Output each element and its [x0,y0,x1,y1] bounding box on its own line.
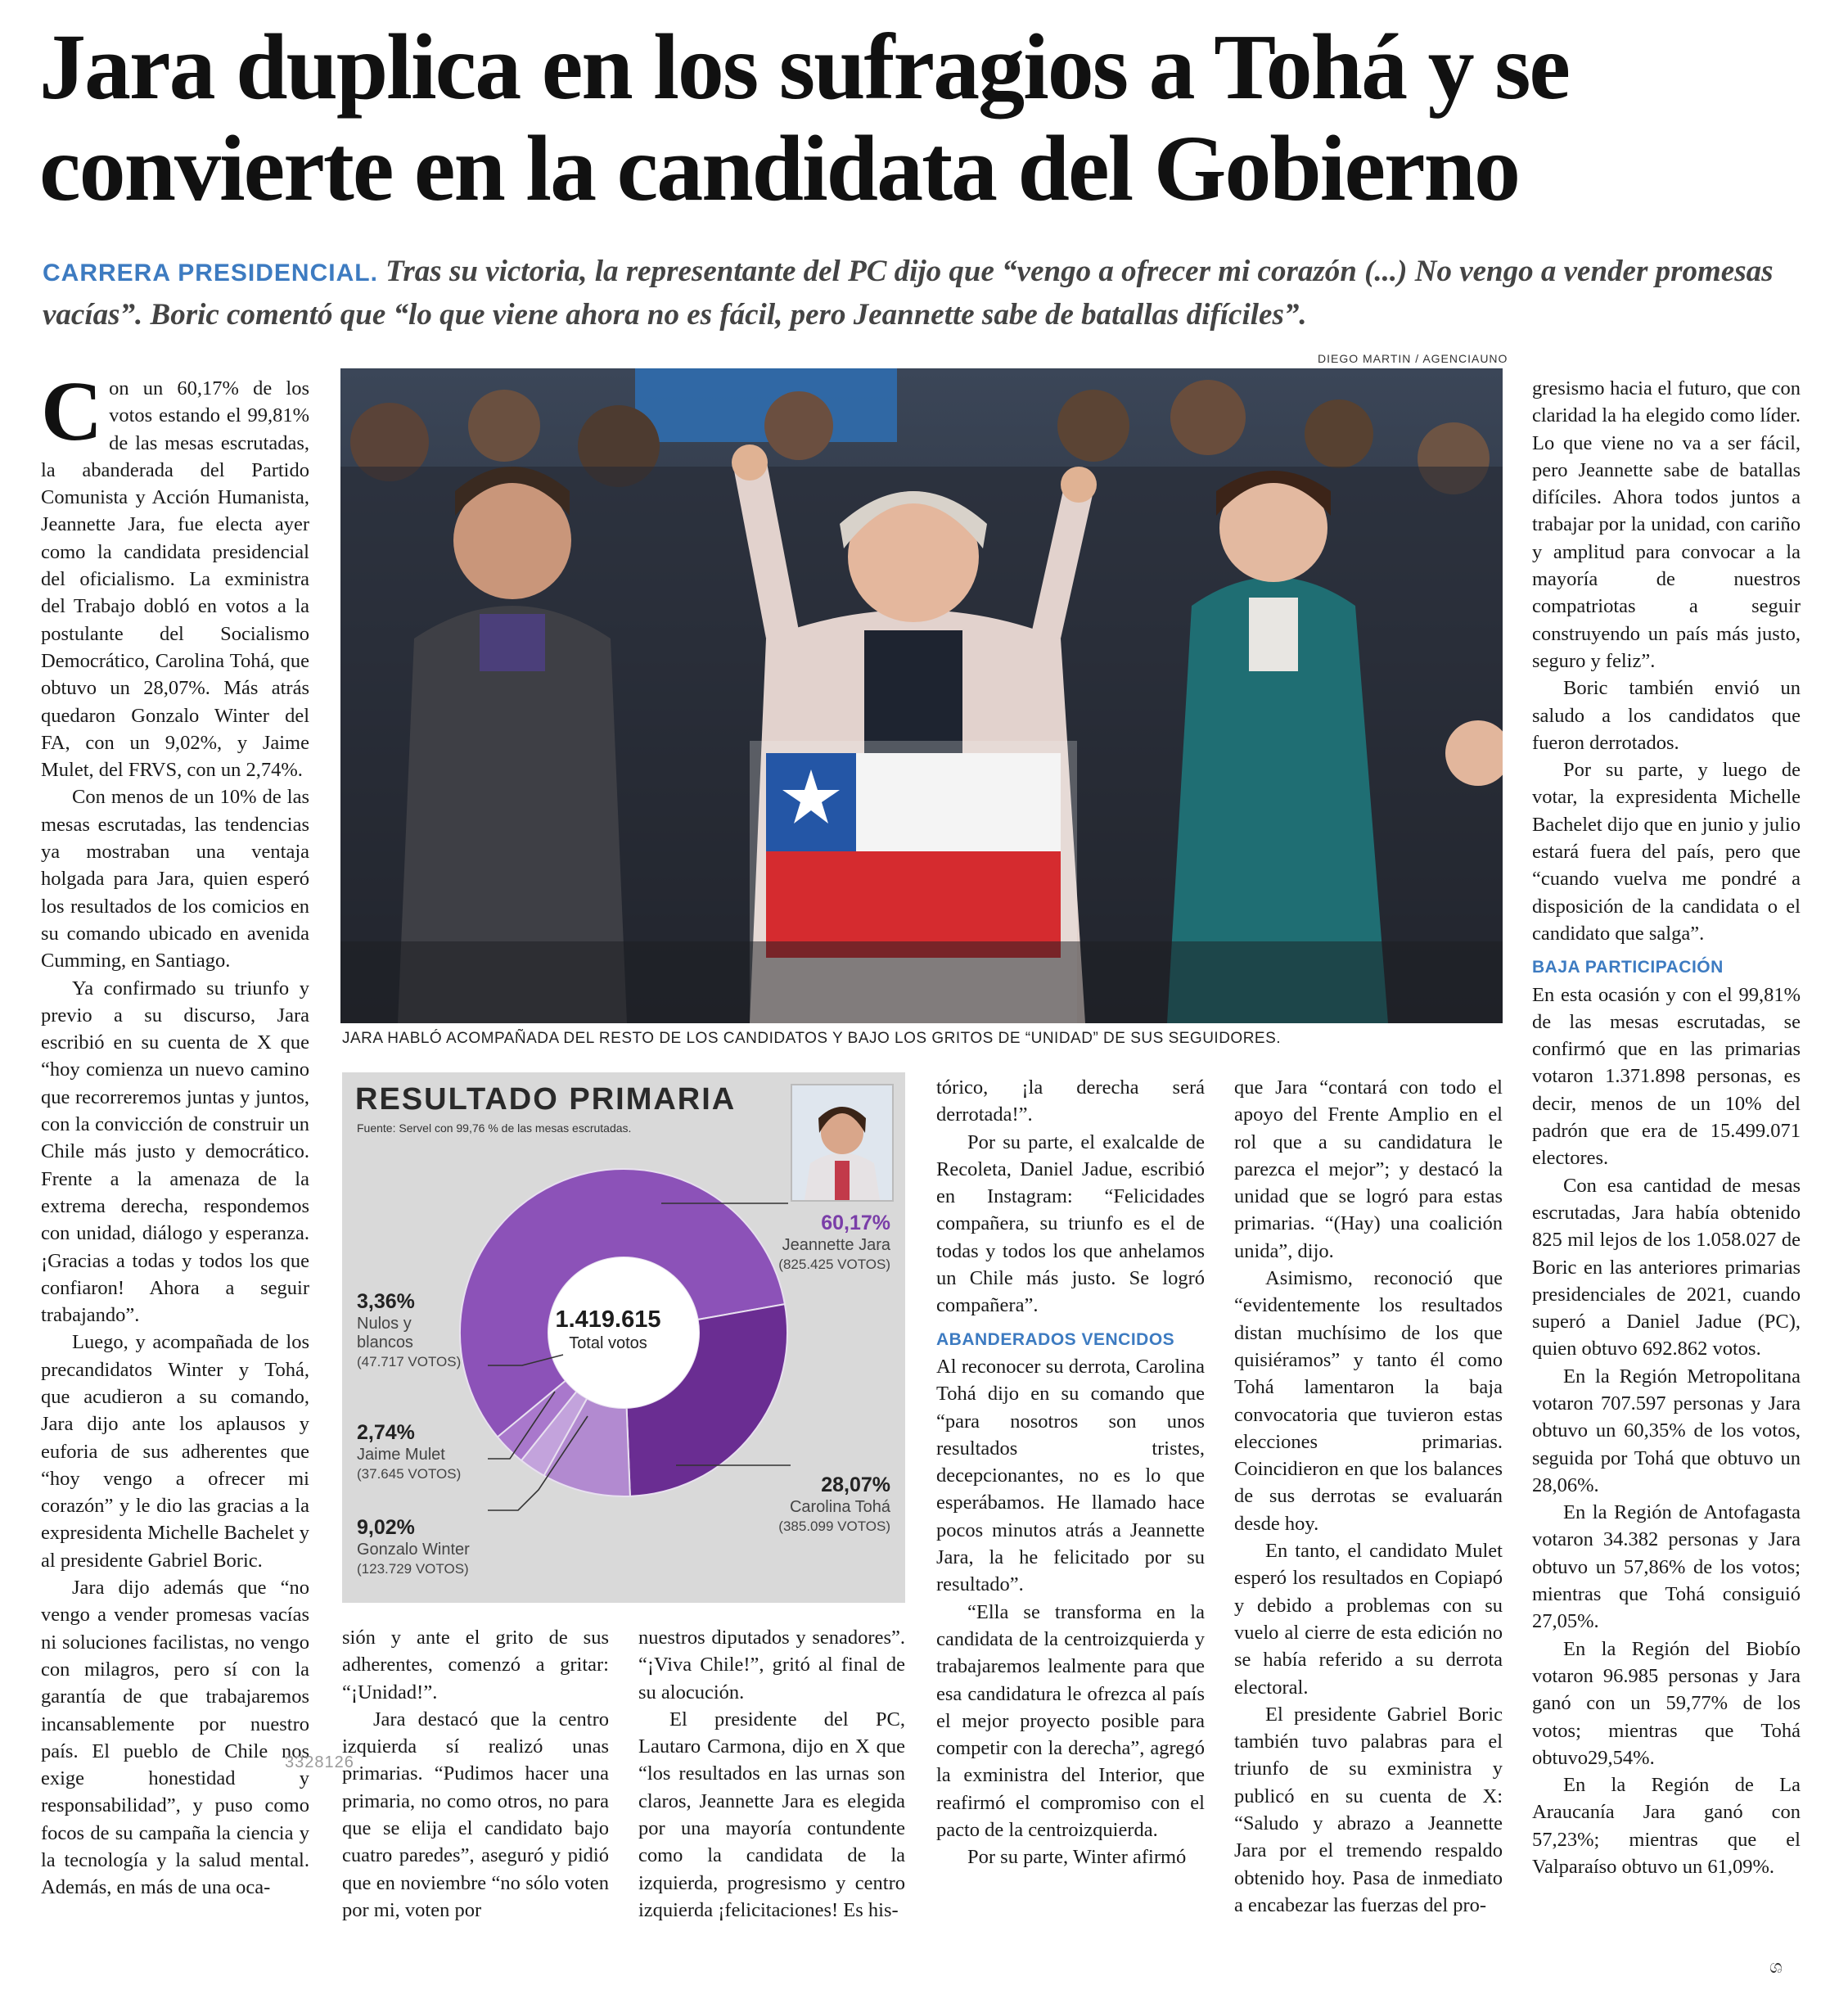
paragraph: que Jara “contará con todo el apoyo del Frente Amplio en el rol que a su candidatura le parezca el mejor”; y destacó la unidad que se logró para estas primarias. “(Hay) una coalición unida”, dijo. [1234,1076,1503,1262]
label-toha [732,1472,890,1536]
paragraph: El presidente del PC, Lautaro Carmona, dijo en X que “los resultados en las urnas son claros, Jeannette Jara es elegida por una mayoría contundente como la candidata de la izquierda, progresismo y centro izquierda ¡felicitaciones! Es his- [638,1708,905,1921]
paragraph: En la Región del Biobío votaron 96.985 personas y Jara ganó con un 59,77% de los votos; mientras que Tohá obtuvo29,54%. [1532,1637,1801,1769]
infobox-source: Fuente: Servel con 99,76 % de las mesas escrutadas. [357,1121,632,1135]
paragraph: En la Región de Antofagasta votaron 34.382 personas y Jara obtuvo un 57,86% de los votos; mientras que Tohá consiguió 27,05%. [1532,1501,1801,1633]
deck [43,250,1802,336]
paragraph: tórico, ¡la derecha será derrotada!”. [936,1076,1205,1126]
subheading-abanderados: ABANDERADOS VENCIDOS [936,1329,1175,1349]
paragraph: Con menos de un 10% de las mesas escrutadas, las tendencias ya mostraban una ventaja holgada para Jara, quien esperó los resultados de los comicios en su comando ubicado en avenida Cumming, en Santiago. [41,786,309,972]
name-winter: Gonzalo Winter [357,1541,470,1559]
column-2 [342,1624,609,1924]
paragraph: nuestros diputados y senadores”. “¡Viva Chile!”, gritó al final de su alocución. [638,1627,905,1703]
name-nulos-1: Nulos y [357,1315,412,1333]
total-votes-label: Total votos [569,1334,647,1352]
pct-nulos: 3,36% [357,1290,415,1313]
label-mulet [357,1419,461,1483]
label-jara [732,1210,890,1274]
paragraph: Ya confirmado su triunfo y previo a su discurso, Jara escribió en su cuenta de X que “hoy comienza un nuevo camino que recorreremos juntas y juntos, con la convicción de construir un Chile más justo y democrático. Frente a la amenaza de la extrema derecha, respondemos con unidad, diálogo y esperanza. ¡Gracias a todas y todos los que confiaron! Ahora a seguir trabajando”. [41,977,309,1327]
votes-toha: (385.099 VOTOS) [778,1518,890,1534]
photo-illustration [340,368,1503,1023]
paragraph: En tanto, el candidato Mulet esperó los resultados en Copiapó y debido a problemas con su vuelo al cierre de esta edición no se había referido a su derrota electoral. [1234,1540,1503,1699]
paragraph: gresismo hacia el futuro, que con claridad la ha elegido como líder. Lo que viene no va a ser fácil, pero Jeannette sabe de batallas difíciles. Ahora todos juntos a trabajar por la unidad, con cariño y amplitud para convocar a la mayoría de nuestros compatriotas a seguir construyendo un país más justo, seguro y feliz”. [1532,377,1801,672]
paragraph [41,364,309,783]
pct-toha: 28,07% [821,1473,890,1496]
column-4 [936,1074,1205,1871]
paragraph: En la Región Metropolitana votaron 707.597 personas y Jara obtuvo un 60,35% de los votos, seguida por Tohá que obtuvo un 28,06%. [1532,1365,1801,1496]
name-nulos-2: blancos [357,1333,413,1351]
pct-jara: 60,17% [821,1212,890,1234]
pct-winter: 9,02% [357,1516,415,1539]
name-jara: Jeannette Jara [782,1236,890,1254]
votes-winter: (123.729 VOTOS) [357,1561,469,1577]
paragraph: “Ella se transforma en la candidata de la centroizquierda y trabajaremos lealmente para que esa candidatura le ofrezca al país el mejor proyecto posible para competir con la derecha”, agregó la exministra del Interior, que reafirmó el compromiso con el pacto de la centroizquierda. [936,1600,1205,1842]
paragraph: Asimismo, reconoció que “evidentemente los resultados distan muchísimo de los que quisiéramos” y tanto él como Tohá lamentaron la baja convocatoria que tuvieron estas elecciones primarias. Coincidieron en que los balances de sus derrotas se evaluarán desde hoy. [1234,1267,1503,1535]
paragraph: Boric también envió un saludo a los candidatos que fueron derrotados. [1532,677,1801,754]
paragraph-text: on un 60,17% de los votos estando el 99,81% de las mesas escrutadas, la abanderada del Partido Comunista y Acción Humanista, Jeannette Jara, fue electa ayer como la candidata presidencial del oficialismo. La exministra del Trabajo dobló en votos a la postulante del Socialismo Democrático, Carolina Tohá, que obtuvo un 28,07%. Más atrás quedaron Gonzalo Winter del FA, con un 9,02%, y Jaime Mulet, del FRVS, con un 2,74%. [41,377,309,782]
headline: Jara duplica en los sufragios a Tohá y se convierte en la candidata del Gobierno [39,15,1570,220]
column-1 [41,364,309,1902]
paragraph: Por su parte, y luego de votar, la expresidenta Michelle Bachelet dijo que en junio y julio estará fuera del país, pero que “cuando vuelva me pondré a disposición de la candidata o el candidato que salga”. [1532,759,1801,945]
paragraph: Por su parte, Winter afirmó [967,1846,1187,1869]
column-6 [1532,375,1801,1880]
paragraph: Jara dijo además que “no vengo a vender promesas vacías ni soluciones facilistas, no vengo con milagros, pero sí con la garantía de que trabajaremos incansablemente por nuestro país. El pueblo de Chile nos exige honestidad y responsabilidad”, y puso como focos de su campaña la ciencia y la tecnología y la salud mental. Además, en más de una oca- [41,1577,309,1899]
paragraph: Con esa cantidad de mesas escrutadas, Jara había obtenido 825 mil lejos de los 1.058.027 de Boric en las anteriores primarias presidenciales de 2021, cuando superó a Daniel Jadue (PC), quien obtuvo 692.862 votos. [1532,1174,1801,1360]
name-toha: Carolina Tohá [789,1498,890,1516]
results-infobox [342,1072,905,1603]
paragraph: En esta ocasión y con el 99,81% de las mesas escrutadas, se confirmó que en las primarias votaron 1.371.898 personas, es decir, menos de un 10% del padrón que era de 15.499.071 electores. [1532,983,1801,1170]
name-mulet: Jaime Mulet [357,1446,445,1464]
total-votes-number: 1.419.615 [555,1306,661,1333]
news-photo [340,368,1503,1023]
pct-mulet: 2,74% [357,1421,415,1444]
watermark: 3328126 [285,1753,354,1771]
votes-jara: (825.425 VOTOS) [778,1257,890,1272]
paragraph: Por su parte, el exalcalde de Recoleta, Daniel Jadue, escribió en Instagram: “Felicidades compañera, su triunfo es el de todas y todos los que anhelamos un Chile más justo. Se logró compañera”. [936,1130,1205,1317]
end-mark: ශ [1769,1956,1783,1977]
paragraph: El presidente Gabriel Boric también tuvo palabras para el triunfo de su exministra y publicó en su cuenta de X: “Saludo y abrazo a Jeannette Jara por el tremendo respaldo obtenido hoy. Pasa de inmediato a encabezar las fuerzas del pro- [1234,1703,1503,1916]
deck-kicker: CARRERA PRESIDENCIAL. [43,259,378,287]
paragraph: Al reconocer su derrota, Carolina Tohá dijo en su comando que “para nosotros son unos resultados tristes, decepcionantes, no es lo que esperábamos. He llamado hace pocos minutos atrás a Jeannette Jara, la he felicitado por su resultado”. [936,1355,1205,1596]
photo-caption: JARA HABLÓ ACOMPAÑADA DEL RESTO DE LOS CANDIDATOS Y BAJO LOS GRITOS DE “UNIDAD” DE SUS SEGUIDORES. [342,1030,1282,1047]
paragraph: sión y ante el grito de sus adherentes, comenzó a gritar: “¡Unidad!”. [342,1627,609,1703]
label-nulos [357,1288,461,1371]
drop-cap: C [41,364,103,458]
photo-credit: DIEGO MARTIN / AGENCIAUNO [1318,352,1508,365]
paragraph: Jara destacó que la centro izquierda sí realizó unas primarias. “Pudimos hacer una primaria, no como otros, no para que se elija el candidato bajo cuatro paredes”, aseguró y pidió que en noviembre “no sólo voten por mi, voten por [342,1708,609,1921]
column-5 [1234,1074,1503,1919]
paragraph: Luego, y acompañada de los precandidatos Winter y Tohá, que acudieron a su comando, Jara dijo ante los aplausos y euforia de sus adherentes que “hoy vengo a ofrecer mi corazón” y le dio las gracias a la expresidenta Michelle Bachelet y al presidente Gabriel Boric. [41,1331,309,1572]
label-winter [357,1514,470,1578]
column-3 [638,1624,905,1924]
subheading-baja-participacion: BAJA PARTICIPACIÓN [1532,958,1724,977]
votes-nulos: (47.717 VOTOS) [357,1354,462,1370]
deck-text: Tras su victoria, la representante del PC dijo que “vengo a ofrecer mi corazón (...) No vengo a vender promesas vacías”. Boric comentó que “lo que viene ahora no es fácil, pero Jeannette sabe de batallas difíciles”. [43,255,1774,332]
votes-mulet: (37.645 VOTOS) [357,1466,462,1482]
infobox-title: RESULTADO PRIMARIA [355,1082,737,1117]
paragraph: En la Región de La Araucanía Jara ganó con 57,23%; mientras que el Valparaíso obtuvo un 61,09%. [1532,1774,1801,1879]
